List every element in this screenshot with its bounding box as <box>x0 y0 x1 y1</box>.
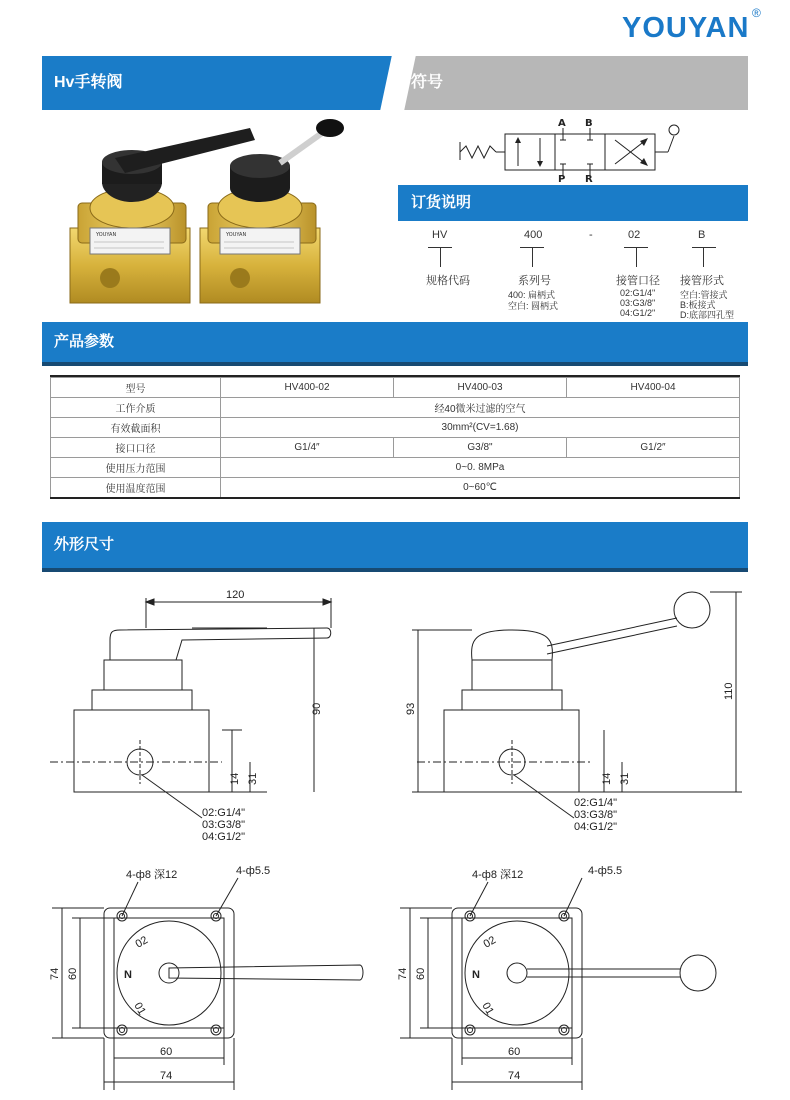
hole-label-2b: 4-ф5.5 <box>588 865 623 877</box>
port-option-1: 02:G1/4" <box>620 288 656 298</box>
hole-label-1b: 4-ф8 深12 <box>472 869 524 881</box>
valve-photo <box>60 118 380 308</box>
order-line <box>703 247 704 267</box>
port-label-3: 04:G1/2" <box>202 831 246 843</box>
dim-60-bottom: 60 <box>160 1046 173 1058</box>
table-cell: 0~60℃ <box>221 478 740 498</box>
table-cell: G1/2″ <box>567 438 740 458</box>
dim-110: 110 <box>723 682 735 700</box>
photo-label-left: YOUYAN <box>96 232 117 238</box>
symbol-header <box>398 56 748 110</box>
port-a: A <box>558 118 566 129</box>
series-option-1: 400: 扁柄式 <box>508 290 556 300</box>
dim-60-left-b: 60 <box>415 967 427 980</box>
port-p: P <box>558 174 566 182</box>
front-body <box>74 710 209 792</box>
order-code-port: 02 <box>628 229 641 241</box>
table-cell: 经40微米过滤的空气 <box>221 398 740 418</box>
table-cell: HV400-04 <box>567 378 740 398</box>
order-line <box>532 247 533 267</box>
dim-74-bottom-b: 74 <box>508 1070 521 1082</box>
port-label-3b: 04:G1/2" <box>574 821 618 833</box>
params-header <box>42 322 748 362</box>
row-label: 使用温度范围 <box>51 478 221 498</box>
port-r: R <box>585 174 593 182</box>
port-b: B <box>585 118 593 129</box>
series-option-2: 空白: 圆柄式 <box>508 301 559 311</box>
dim-60-bottom-b: 60 <box>508 1046 521 1058</box>
dim-120: 120 <box>226 589 245 601</box>
order-label-model: 规格代码 <box>426 275 470 287</box>
order-code-conn: B <box>698 229 706 241</box>
order-code-hv: HV <box>432 229 448 241</box>
order-line <box>636 247 637 267</box>
symbol-title: 符号 <box>411 72 444 91</box>
port-label-1b: 02:G1/4" <box>574 797 618 809</box>
product-title-bar <box>42 56 398 110</box>
table-cell: 30mm²(CV=1.68) <box>221 418 740 438</box>
dimensions-header <box>42 522 748 568</box>
brand-logo: YOUYAN <box>622 12 750 44</box>
mark-02-b: 02 <box>481 934 499 951</box>
order-dash: - <box>589 229 593 241</box>
dim-31: 31 <box>247 772 259 785</box>
mark-n-b: N <box>472 969 480 981</box>
dim-74-bottom: 74 <box>160 1070 173 1082</box>
order-code-series: 400 <box>524 229 543 241</box>
dimension-drawings <box>42 580 748 1100</box>
ordering-header <box>398 185 748 221</box>
valve-symbol <box>450 112 680 182</box>
dim-90: 90 <box>311 702 323 715</box>
mark-01-b: 01 <box>479 1000 496 1018</box>
table-row <box>51 438 740 458</box>
row-label: 有效截面积 <box>51 418 221 438</box>
product-title-prefix: Hv <box>54 74 75 91</box>
conn-option-3: D:底部四孔型 <box>680 310 735 320</box>
port-label-2: 03:G3/8" <box>202 819 246 831</box>
port-option-3: 04:G1/2" <box>620 308 656 318</box>
conn-option-2: B:板接式 <box>680 300 716 310</box>
order-label-conn: 接管形式 <box>680 275 724 287</box>
table-cell: HV400-03 <box>394 378 567 398</box>
row-label: 工作介质 <box>51 398 221 418</box>
table-row <box>51 478 740 498</box>
table-cell: G3/8" <box>394 438 567 458</box>
table-bottom-rule <box>50 497 740 499</box>
row-label: 使用压力范围 <box>51 458 221 478</box>
order-line <box>440 247 441 267</box>
params-title: 产品参数 <box>54 332 115 350</box>
table-cell: 0~0. 8MPa <box>221 458 740 478</box>
row-label: 接口口径 <box>51 438 221 458</box>
row-label: 型号 <box>51 378 221 398</box>
dim-14b: 14 <box>601 772 613 785</box>
photo-label-right: YOUYAN <box>226 232 247 238</box>
table-row <box>51 418 740 438</box>
params-table <box>50 377 740 498</box>
order-label-series: 系列号 <box>518 275 551 287</box>
port-label-1: 02:G1/4" <box>202 807 246 819</box>
dim-31b: 31 <box>619 772 631 785</box>
table-row <box>51 398 740 418</box>
dim-74-left-b: 74 <box>397 967 409 980</box>
product-title: 手转阀 <box>74 74 123 91</box>
hole-label-2: 4-ф5.5 <box>236 865 271 877</box>
table-cell: HV400-02 <box>221 378 394 398</box>
dim-14: 14 <box>229 772 241 785</box>
dim-74-left: 74 <box>49 967 61 980</box>
hole-label-1: 4-ф8 深12 <box>126 869 178 881</box>
order-line <box>692 247 716 248</box>
table-row <box>51 458 740 478</box>
table-cell: G1/4″ <box>221 438 394 458</box>
ordering-title: 订货说明 <box>411 193 472 211</box>
conn-option-1: 空白:管接式 <box>680 290 728 300</box>
table-row <box>51 378 740 398</box>
dim-93: 93 <box>405 702 417 715</box>
dim-60-left: 60 <box>67 967 79 980</box>
order-label-port: 接管口径 <box>616 275 660 287</box>
mark-01: 01 <box>131 1000 148 1018</box>
mark-02: 02 <box>133 934 151 951</box>
registered-mark: ® <box>752 6 761 20</box>
dimensions-title: 外形尺寸 <box>54 535 115 553</box>
mark-n: N <box>124 969 132 981</box>
port-option-2: 03:G3/8" <box>620 298 656 308</box>
port-label-2b: 03:G3/8" <box>574 809 618 821</box>
